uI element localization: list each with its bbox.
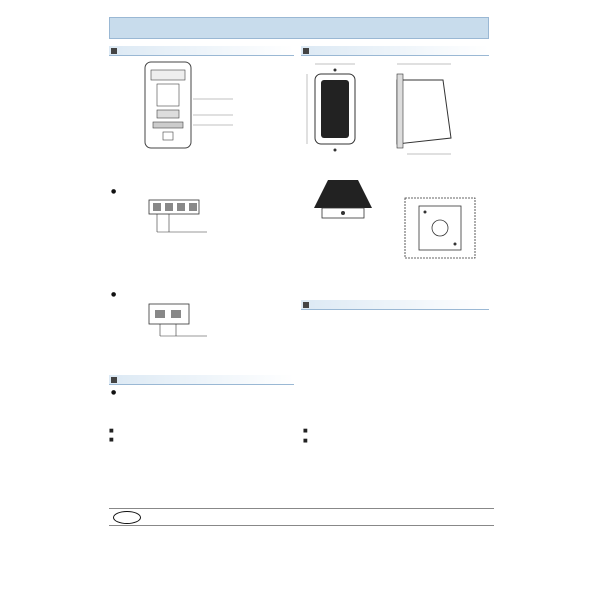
takex-logo bbox=[113, 511, 141, 524]
front-side-dimension-drawing bbox=[303, 58, 493, 168]
section-option bbox=[109, 375, 294, 385]
section-wiring bbox=[109, 46, 294, 56]
footer-notice-box bbox=[303, 428, 491, 488]
back-mounting-drawing bbox=[395, 190, 491, 266]
company-bar bbox=[109, 508, 494, 526]
section-marker-icon bbox=[303, 302, 309, 308]
ac-terminal-diagram bbox=[147, 302, 217, 342]
footer-quality-box bbox=[109, 428, 299, 488]
option-item bbox=[111, 389, 118, 396]
section-marker-icon bbox=[111, 48, 117, 54]
page-title-bar bbox=[109, 17, 489, 39]
office-list bbox=[109, 530, 494, 588]
section-spec bbox=[301, 300, 489, 310]
section-marker-icon bbox=[303, 48, 309, 54]
catalog-page bbox=[103, 0, 496, 600]
ac-type-title bbox=[111, 291, 118, 298]
wiring-leader-lines bbox=[193, 95, 233, 140]
section-dimensions bbox=[301, 46, 489, 56]
section-marker-icon bbox=[111, 377, 117, 383]
wiring-diagram bbox=[143, 60, 193, 150]
top-view-drawing bbox=[308, 178, 388, 222]
dc-type-title bbox=[111, 188, 118, 195]
dc-terminal-diagram bbox=[147, 198, 217, 238]
